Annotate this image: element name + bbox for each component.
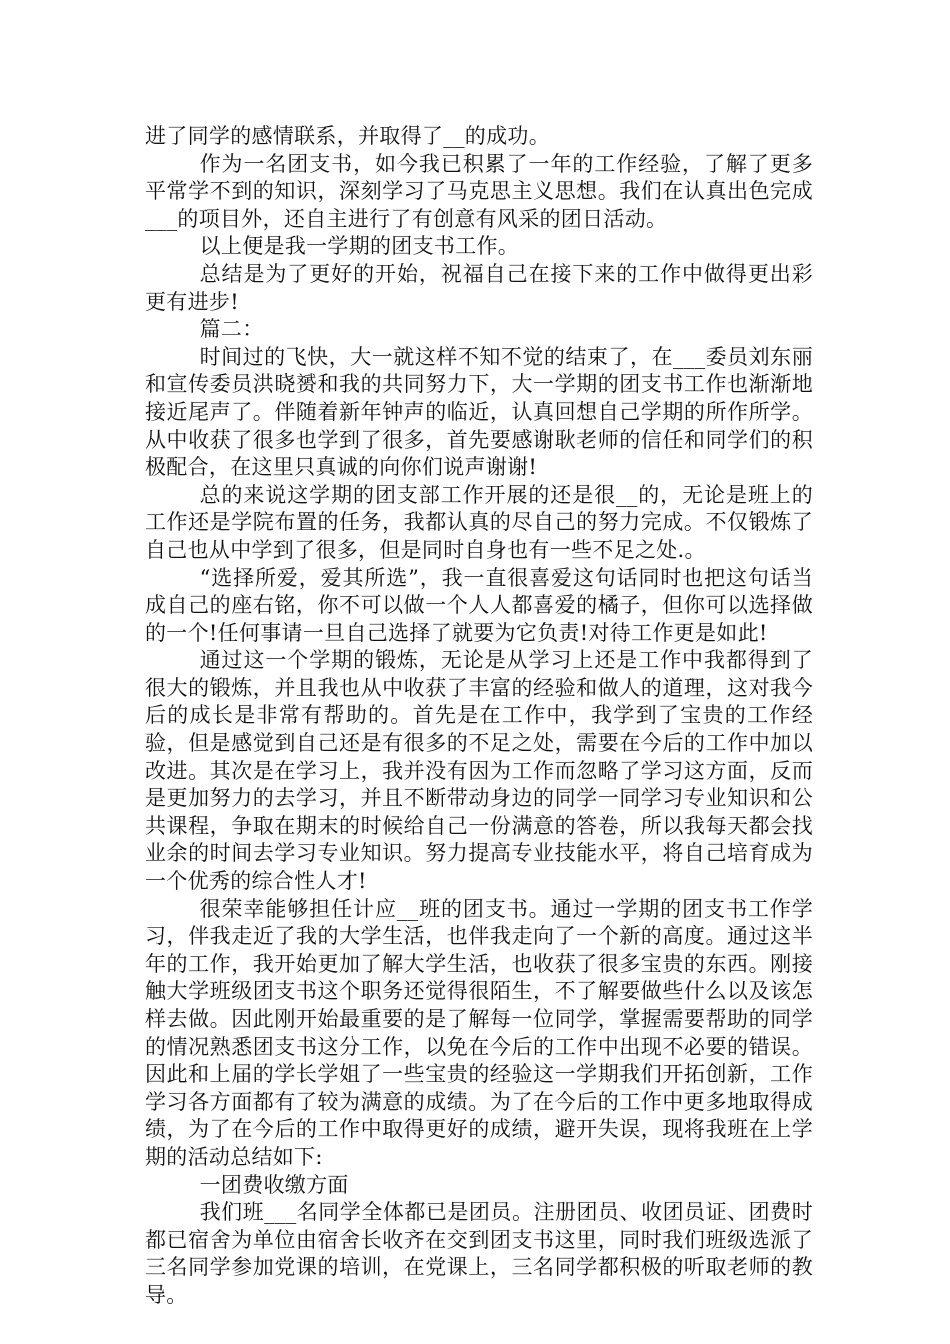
paragraph: 很荣幸能够担任计应__班的团支书。通过一学期的团支书工作学习，伴我走近了我的大学生活，也伴我走向了一个新的高度。通过这半年的工作，我开始更加了解大学生活，也收获了很多宝贵的东西。刚接触大学班级团支书这个职务还觉得很陌生，不了解要做些什么以及该怎样去做。因此刚开始最重要的是了解每一位同学，掌握需要帮助的同学的情况熟悉团支书这分工作，以免在今后的工作中出现不必要的错误。因此和上届的学长学姐了一些宝贵的经验这一学期我们开拓创新，工作学习各方面都有了较为满意的成绩。为了在今后的工作中更多地取得成绩，为了在今后的工作中取得更好的成绩，避开失误，现将我班在上学期的活动总结如下: <box>145 896 813 1169</box>
paragraph: 总结是为了更好的开始，祝福自己在接下来的工作中做得更出彩更有进步! <box>145 261 813 314</box>
paragraph: “选择所爱，爱其所选”，我一直很喜爱这句话同时也把这句话当成自己的座右铭，你不可以做一个人人都喜爱的橘子，但你可以选择做的一个!任何事请一旦自己选择了就要为它负责!对待工作更是如此! <box>145 565 813 645</box>
paragraph: 总的来说这学期的团支部工作开展的还是很__的，无论是班上的工作还是学院布置的任务，我都认真的尽自己的努力完成。不仅锻炼了自己也从中学到了很多，但是同时自身也有一些不足之处.。 <box>145 482 813 562</box>
section-heading: 篇二： <box>199 317 264 342</box>
paragraph: 我们班___名同学全体都已是团员。注册团员、收团员证、团费时都已宿舍为单位由宿舍长收齐在交到团支书这里，同时我们班级选派了三名同学参加党课的培训，在党课上，三名同学都积极的听取老师的教导。 <box>145 1200 813 1307</box>
paragraph-continuation: 进了同学的感情联系，并取得了__的成功。 <box>145 124 550 148</box>
paragraph: 以上便是我一学期的团支书工作。 <box>199 234 520 259</box>
subsection-heading: 一团费收缴方面 <box>199 1172 349 1197</box>
paragraph: 通过这一个学期的锻炼，无论是从学习上还是工作中我都得到了很大的锻炼，并且我也从中收获了丰富的经验和做人的道理，这对我今后的成长是非常有帮助的。首先是在工作中，我学到了宝贵的工作经验，但是感觉到自己还是有很多的不足之处，需要在今后的工作中加以改进。其次是在学习上，我并没有因为工作而忽略了学习这方面，反而是更加努力的去学习，并且不断带动身边的同学一同学习专业知识和公共课程，争取在期末的时候给自己一份满意的答卷，所以我每天都会找业余的时间去学习专业知识。努力提高专业技能水平，将自己培育成为一个优秀的综合性人才! <box>145 648 813 894</box>
document-body <box>145 123 813 1310</box>
paragraph: 时间过的飞快，大一就这样不知不觉的结束了，在___委员刘东丽和宣传委员洪晓赟和我的共同努力下，大一学期的团支书工作也渐渐地接近尾声了。伴随着新年钟声的临近，认真回想自己学期的所作所学。从中收获了很多也学到了很多，首先要感谢耿老师的信任和同学们的积极配合，在这里只真诚的向你们说声谢谢! <box>145 344 813 480</box>
paragraph: 作为一名团支书，如今我已积累了一年的工作经验，了解了更多平常学不到的知识，深刻学习了马克思主义思想。我们在认真出色完成___的项目外，还自主进行了有创意有风采的团日活动。 <box>145 151 813 231</box>
